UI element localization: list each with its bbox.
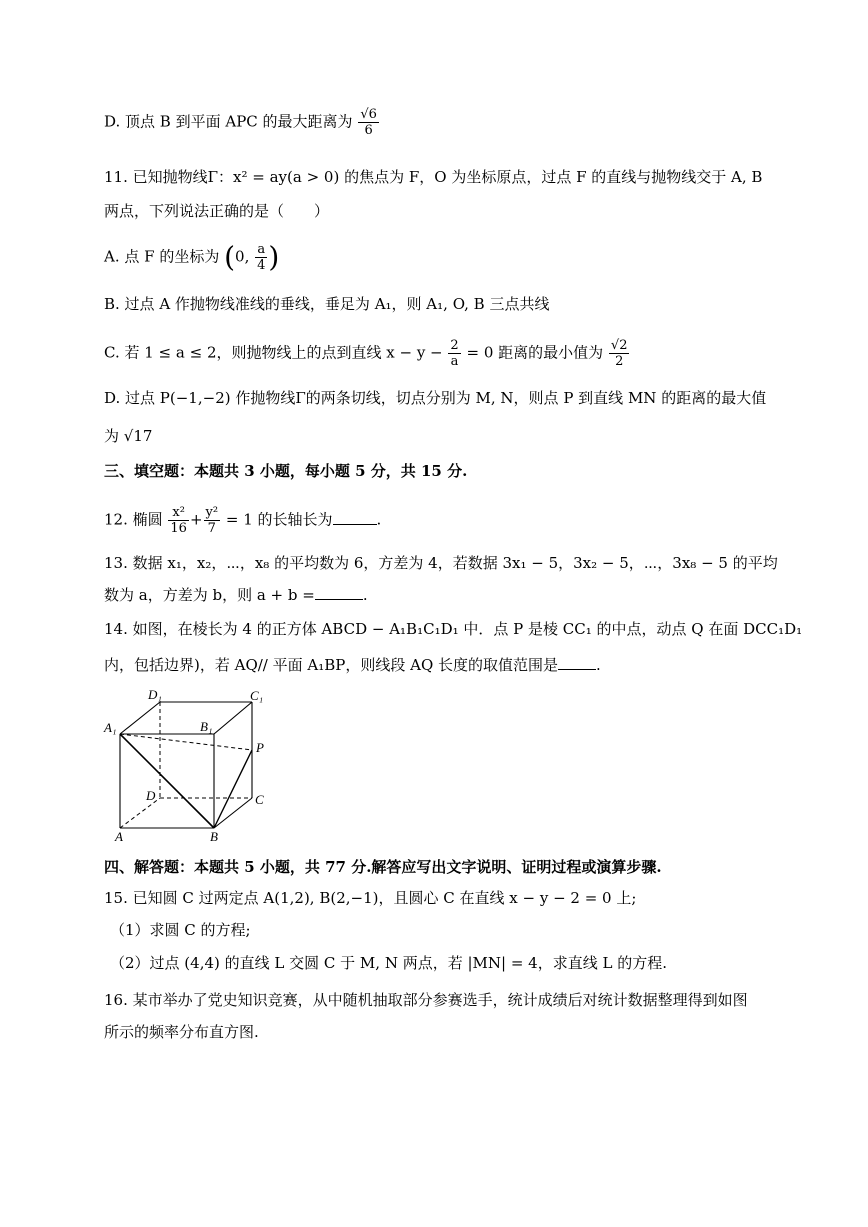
q13-answer-blank[interactable] (315, 585, 363, 600)
edge-a1-d1 (120, 702, 160, 734)
q10-option-d-text: D. 顶点 B 到平面 APC 的最大距离为 (104, 112, 353, 131)
label-b1: B₁ (200, 719, 213, 734)
q13-line1: 13. 数据 x₁，x₂，⋯，x₈ 的平均数为 6，方差为 4，若数据 3x₁ − 5，3x₂ − 5，⋯，3x₈ − 5 的平均 (104, 554, 778, 572)
edge-b1-c1 (214, 702, 252, 734)
q10-option-d-fraction: $\frac{√6}{6}$ (360, 107, 377, 138)
label-c: C (255, 792, 264, 807)
q11-option-d-line2: 为 √17 (104, 427, 153, 445)
q12-answer-blank[interactable] (333, 510, 377, 525)
label-p: P (256, 740, 264, 755)
q12: 12. 椭圆 $\frac{\text{x²}}{16}$ + $\frac{\text{y²}}{7}$ = 1 的长轴长为 . (104, 505, 382, 536)
cube-figure (100, 684, 280, 844)
section-3-heading: 三、填空题：本题共 3 小题，每小题 5 分，共 15 分. (104, 462, 468, 480)
q11-option-b: B. 过点 A 作抛物线准线的垂线，垂足为 A₁，则 A₁, O, B 三点共线 (104, 295, 550, 313)
label-a: A (115, 829, 123, 844)
q11-stem-line1: 11. 已知抛物线Γ：x² = ay(a > 0) 的焦点为 F，O 为坐标原点，过点 F 的直线与抛物线交于 A, B (104, 168, 763, 186)
q15-stem: 15. 已知圆 C 过两定点 A(1,2), B(2,−1)，且圆心 C 在直线 x − y − 2 = 0 上; (104, 889, 637, 907)
segment-a1-b (120, 734, 214, 828)
q15-part2: （2）过点 (4,4) 的直线 L 交圆 C 于 M, N 两点，若 |MN| = 4，求直线 L 的方程. (110, 954, 667, 972)
label-d: D (146, 788, 156, 803)
q13-line2: 数为 a，方差为 b，则 a + b = . (104, 586, 368, 604)
q11-stem-line2: 两点，下列说法正确的是（ ） (104, 202, 330, 220)
q10-option-d (104, 107, 380, 138)
q11-option-d-line1: D. 过点 P(−1,−2) 作抛物线Γ的两条切线，切点分别为 M, N，则点 P 到直线 MN 的距离的最大值 (104, 389, 767, 407)
section-4-heading: 四、解答题：本题共 5 小题，共 77 分.解答应写出文字说明、证明过程或演算步骤. (104, 858, 662, 876)
label-c1: C₁ (250, 688, 264, 703)
q16-line2: 所示的频率分布直方图. (104, 1023, 259, 1041)
label-b: B (210, 829, 218, 844)
segment-b-p (214, 750, 252, 828)
q11-option-a: A. 点 F 的坐标为 (0, $\frac{a}{4}$ ) (104, 240, 280, 274)
q11-option-a-fraction: $\frac{a}{4}$ (257, 242, 266, 273)
q14-line2: 内，包括边界)，若 AQ// 平面 A₁BP，则线段 AQ 长度的取值范围是 . (104, 656, 601, 674)
hidden-segment-a1-p (120, 734, 252, 750)
q14-answer-blank[interactable] (558, 655, 596, 670)
label-d1: D₁ (148, 687, 162, 702)
q15-part1: （1）求圆 C 的方程; (110, 921, 251, 939)
q11-option-c: C. 若 1 ≤ a ≤ 2，则抛物线上的点到直线 x − y − $\frac{2}{a}$ = 0 距离的最小值为 $\frac{√2}{2}$ (104, 338, 628, 369)
q16-line1: 16. 某市举办了党史知识竞赛，从中随机抽取部分参赛选手，统计成绩后对统计数据整理得到如图 (104, 991, 748, 1009)
q14-line1: 14. 如图，在棱长为 4 的正方体 ABCD − A₁B₁C₁D₁ 中．点 P 是棱 CC₁ 的中点，动点 Q 在面 DCC₁D₁ (104, 620, 803, 638)
edge-b-c (214, 798, 252, 828)
label-a1: A₁ (104, 720, 117, 735)
